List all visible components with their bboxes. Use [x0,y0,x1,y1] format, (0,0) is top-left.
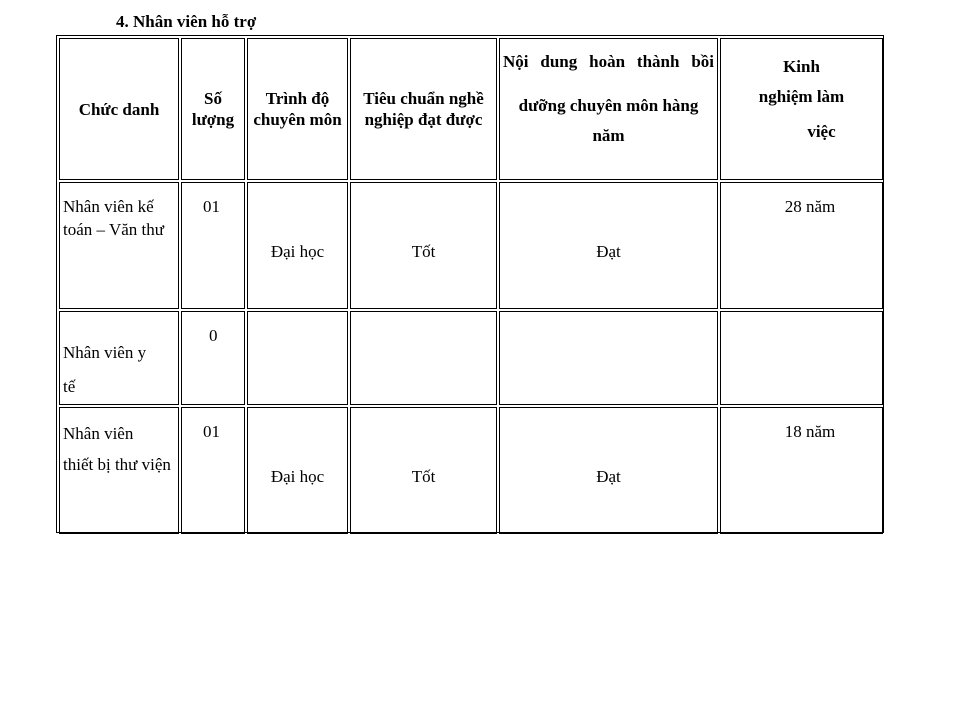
cell-standard [350,311,497,405]
cell-training: Đạt [499,407,718,534]
header-count: Số lượng [181,38,245,180]
cell-experience: 18 năm [720,407,883,534]
cell-qualification [247,311,348,405]
table-row [59,311,883,405]
cell-position-line2: thiết bị thư viện [63,455,171,474]
header-row [59,38,883,180]
cell-position-line1: Nhân viên [63,424,134,443]
cell-count: 01 [181,182,245,309]
cell-position-line2: tế [63,377,76,396]
cell-standard: Tốt [350,407,497,534]
cell-experience [720,311,883,405]
header-training-line3: năm [592,126,625,145]
cell-training [499,311,718,405]
cell-training: Đạt [499,182,718,309]
header-training [499,38,718,180]
header-experience-line2: nghiệm làm [758,87,845,106]
cell-experience: 28 năm [720,182,883,309]
table-row [59,182,883,309]
header-experience [720,38,883,180]
table-row [59,407,883,534]
cell-position-line1: Nhân viên y [63,343,147,362]
header-standard: Tiêu chuẩn nghề nghiệp đạt được [350,38,497,180]
support-staff-table [56,35,884,533]
header-position: Chức danh [59,38,179,180]
header-experience-line1: Kinh [783,57,820,76]
header-experience-line3: việc [807,122,836,141]
cell-position: Nhân viên kế toán – Văn thư [59,182,179,309]
cell-position [59,311,179,405]
header-qualification: Trình độ chuyên môn [247,38,348,180]
cell-count: 01 [181,407,245,534]
header-training-line1: Nội dung hoàn thành bồi [503,52,714,71]
cell-qualification: Đại học [247,407,348,534]
cell-position [59,407,179,534]
cell-qualification: Đại học [247,182,348,309]
staff-table [57,36,885,536]
cell-count: 0 [181,311,245,405]
header-training-line2: dưỡng chuyên môn hàng [518,96,699,115]
cell-standard: Tốt [350,182,497,309]
section-title: 4. Nhân viên hỗ trợ [116,12,257,31]
